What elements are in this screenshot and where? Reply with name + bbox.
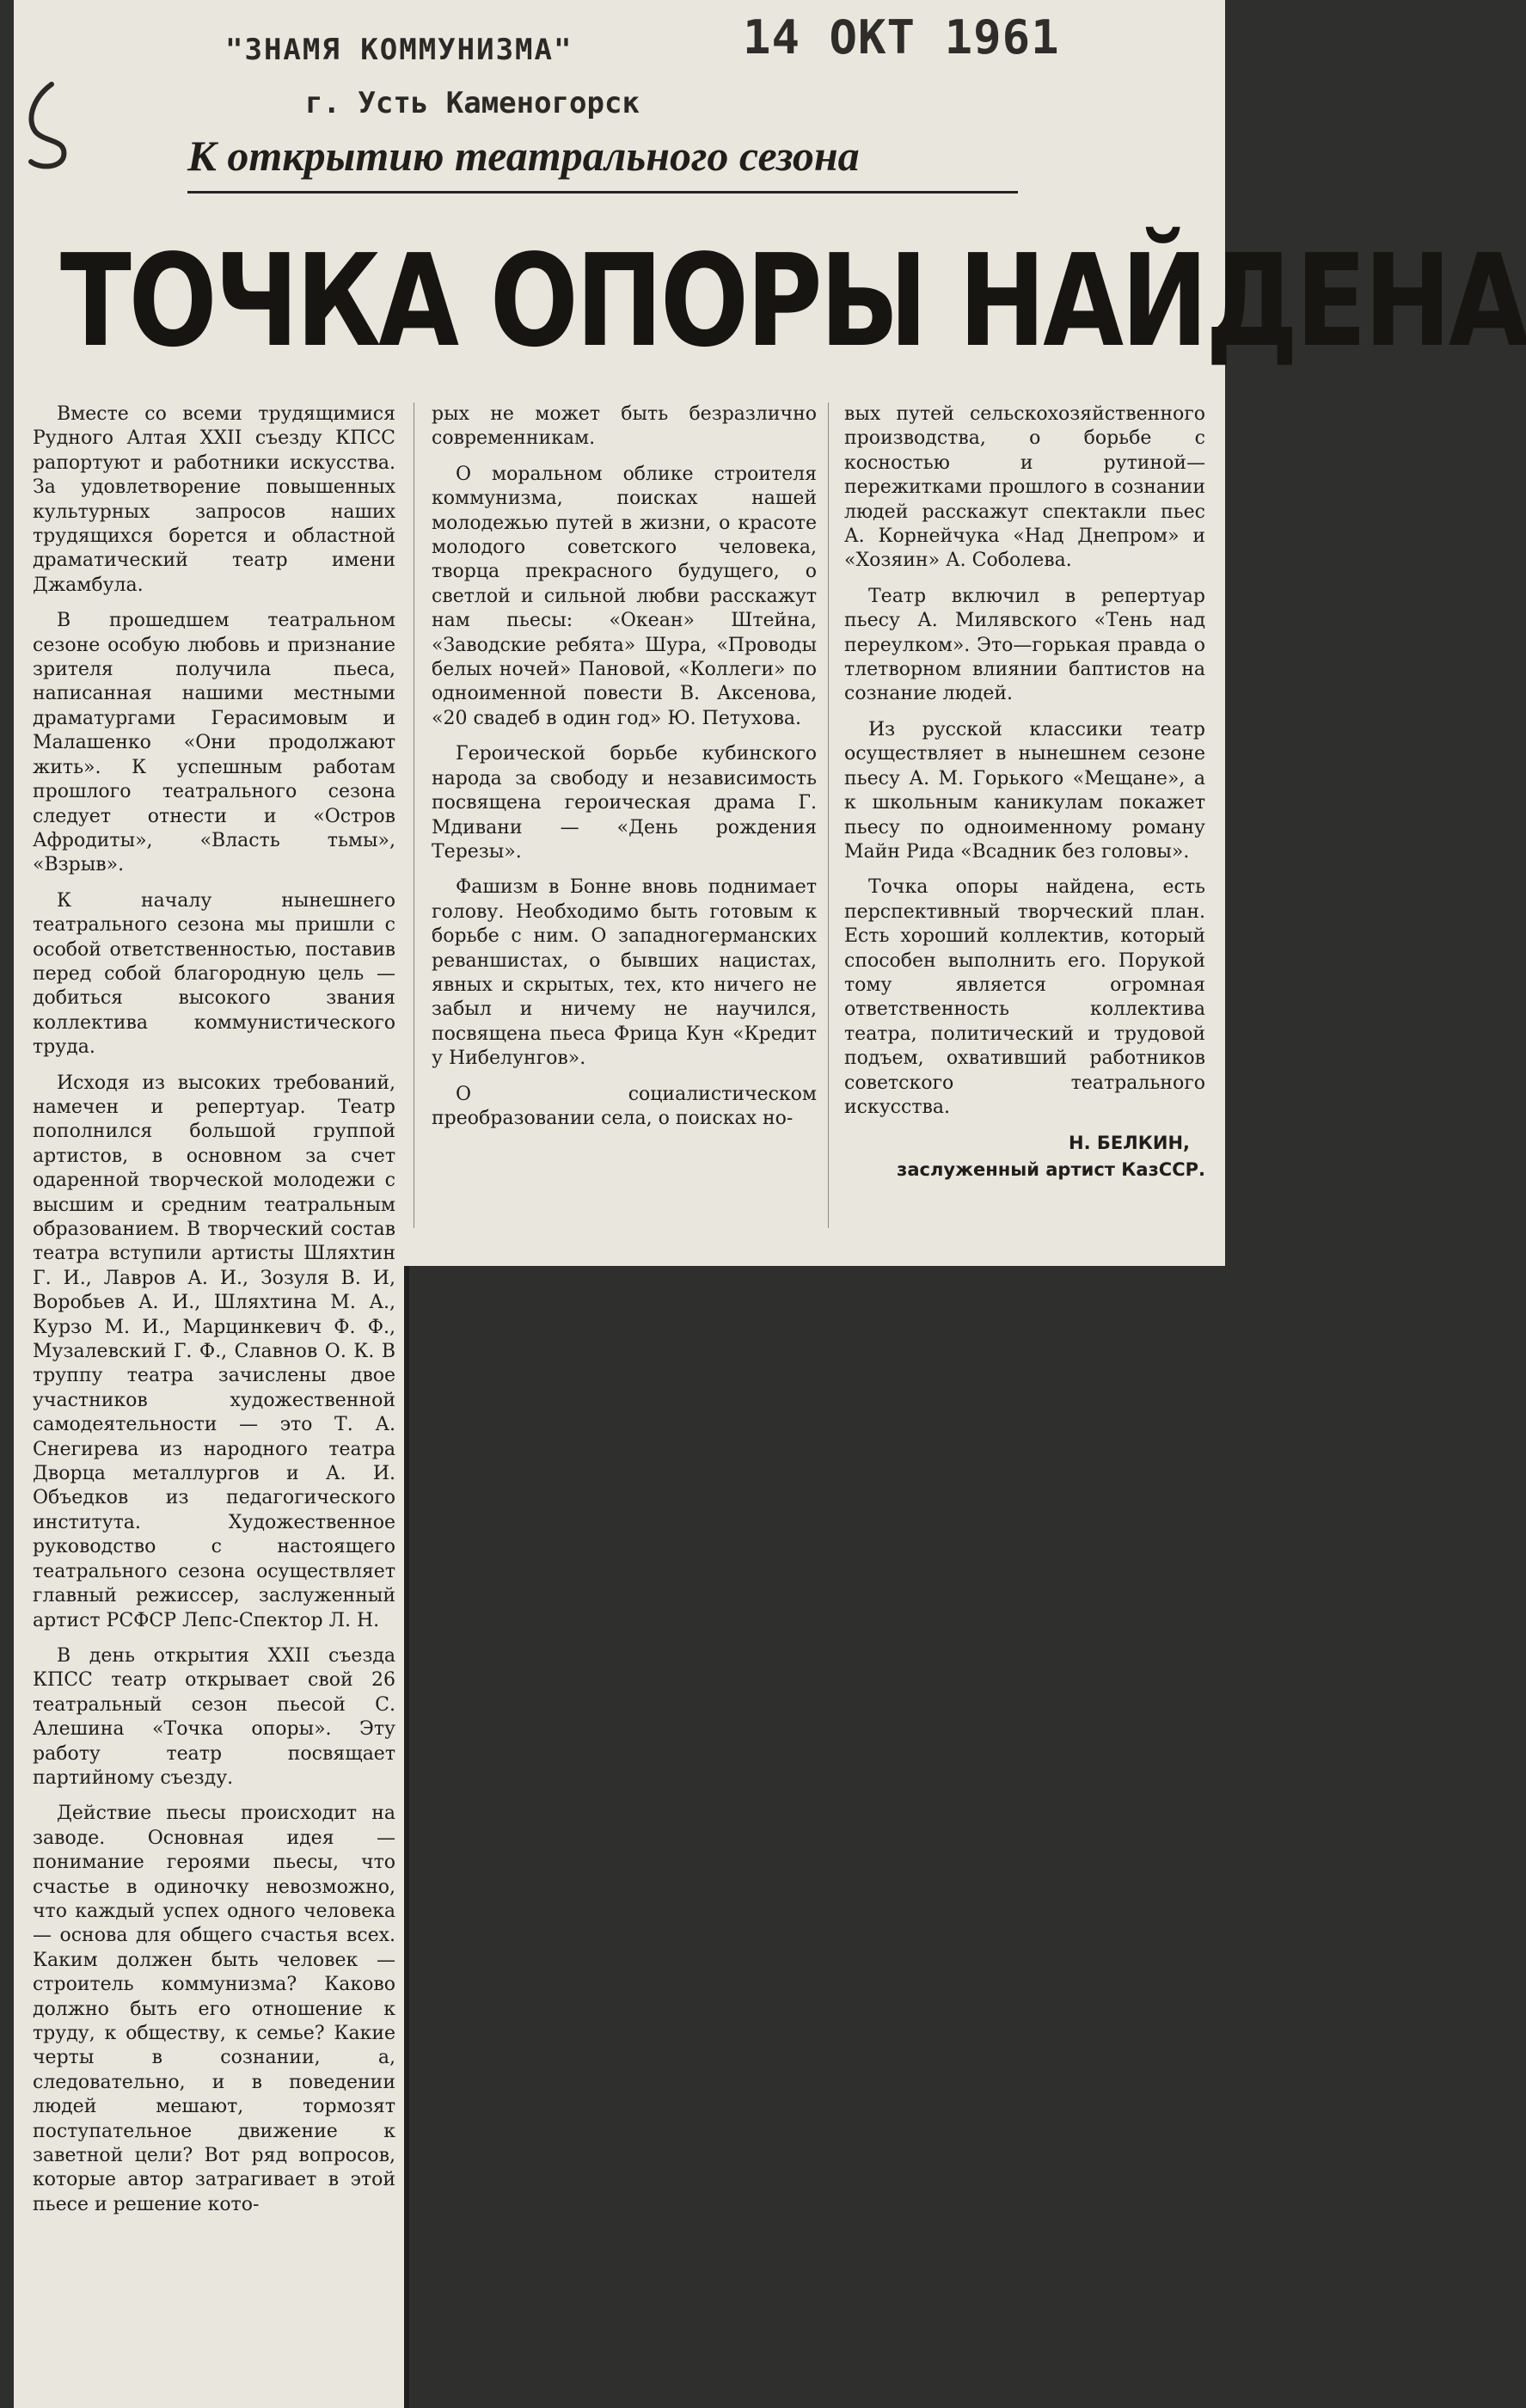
paragraph: В прошедшем театральном сезоне особую любовь и признание зрителя получила пьеса, написанная нашими местными драматургами Герасимовым и Малашенко «Они продолжают жить». К успешным работам прошлого театрального сезона следует отнести и «Остров Афродиты», «Власть тьмы», «Взрыв». <box>33 610 395 876</box>
article-column-1 <box>33 402 395 2228</box>
article-column-3 <box>844 402 1205 1182</box>
newspaper-stamp: "ЗНАМЯ КОММУНИЗМА" <box>225 33 573 67</box>
paragraph: Героической борьбе кубинского народа за свободу и независимость посвящена героическая драма Г. Мдивани — «День рождения Терезы». <box>432 743 817 863</box>
paragraph: Театр включил в репертуар пьесу А. Милявского «Тень над переулком». Это—горькая правда о тлетворном влиянии баптистов на сознание людей. <box>844 585 1205 705</box>
article-column-2 <box>432 402 817 1142</box>
handwritten-mark-icon <box>17 79 79 175</box>
paragraph: В день открытия XXII съезда КПСС театр открывает свой 26 театральный сезон пьесой С. Алешина «Точка опоры». Эту работу театр посвящает партийному съезду. <box>33 1644 395 1789</box>
author-name: Н. БЕЛКИН, <box>1069 1133 1190 1154</box>
paragraph: Фашизм в Бонне вновь поднимает голову. Необходимо быть готовым к борьбе с ним. О западногерманских реваншистах, о бывших нацистах, явных и скрытых, тех, кто ничего не забыл и ничему не научился, посвящена пьеса Фрица Кун «Кредит у Нибелунгов». <box>432 876 817 1070</box>
date-stamp: 14 ОКТ 1961 <box>743 10 1060 64</box>
author-title: заслуженный артист КазССР. <box>897 1158 1205 1180</box>
kicker-underline <box>187 191 1018 194</box>
paragraph: Действие пьесы происходит на заводе. Основная идея — понимание героями пьесы, что счастье в одиночку невозможно, что каждый успех одного человека — основа для общего счастья всех. Каким должен быть человек — строитель коммунизма? Каково должно быть его отношение к труду, к обществу, к семье? Какие черты в сознании, а, следовательно, и в поведении людей мешают, тормозят поступательное движение к заветной цели? Вот ряд вопросов, которые автор затрагивает в этой пьесе и решение кото- <box>33 1803 395 2215</box>
paragraph: Точка опоры найдена, есть перспективный творческий план. Есть хороший коллектив, который способен выполнить его. Порукой тому является огромная ответственность коллектива театра, политический и трудовой подъем, охвативший работников советского театрального искусства. <box>844 876 1205 1118</box>
paragraph: О моральном облике строителя коммунизма, поисках нашей молодежью путей в жизни, о красоте молодого советского человека, творца прекрасного будущего, о светлой и сильной любви расскажут нам пьесы: «Океан» Штейна, «Заводские ребята» Шура, «Проводы белых ночей» Пановой, «Коллеги» по одноименной повести В. Аксенова, «20 свадеб в один год» Ю. Петухова. <box>432 463 817 729</box>
paragraph: Исходя из высоких требований, намечен и репертуар. Театр пополнился большой группой артистов, в основном за счет одаренной творческой молодежи с высшим и средним театральным образованием. В творческий состав театра вступили артисты Шляхтин Г. И., Лавров А. И., Зозуля В. И, Воробьев А. И., Шляхтина М. А., Курзо М. И., Марцинкевич Ф. Ф., Музалевский Г. Ф., Славнов О. К. В труппу театра зачислены двое участников художественной самодеятельности — это Т. А. Снегирева из народного театра Дворца металлургов и А. И. Объедков из педагогического института. Художественное руководство с настоящего театрального сезона осуществляет главный режиссер, заслуженный артист РСФСР Лепс-Спектор Л. Н. <box>33 1072 395 1631</box>
paragraph: Из русской классики театр осуществляет в нынешнем сезоне пьесу А. М. Горького «Мещане», а к школьным каникулам покажет пьесу по одноименному роману Майн Рида «Всадник без головы». <box>844 718 1205 863</box>
section-kicker: К открытию театрального сезона <box>187 132 860 180</box>
paragraph: рых не может быть безразлично современникам. <box>432 403 817 450</box>
column-divider <box>828 402 829 1228</box>
article-headline: ТОЧКА ОПОРЫ НАЙДЕНА <box>60 227 1526 375</box>
paragraph: К началу нынешнего театрального сезона мы пришли с особой ответственностью, поставив перед собой благородную цель — добиться высокого звания коллектива коммунистического труда. <box>33 889 395 1059</box>
paragraph: вых путей сельскохозяйственного производства, о борьбе с косностью и рутиной—пережитками прошлого в сознании людей расскажут спектакли пьес А. Корнейчука «Над Днепром» и «Хозяин» А. Соболева. <box>844 403 1205 572</box>
paragraph: Вместе со всеми трудящимися Рудного Алтая XXII съезду КПСС рапортуют и работники искусства. За удовлетворение повышенных культурных запросов наших трудящихся борется и областной драматический театр имени Джамбула. <box>33 403 395 596</box>
city-stamp: г. Усть Каменогорск <box>305 86 640 120</box>
paragraph: О социалистическом преобразовании села, о поисках но- <box>432 1083 817 1129</box>
clipping-edge <box>404 1266 409 2408</box>
